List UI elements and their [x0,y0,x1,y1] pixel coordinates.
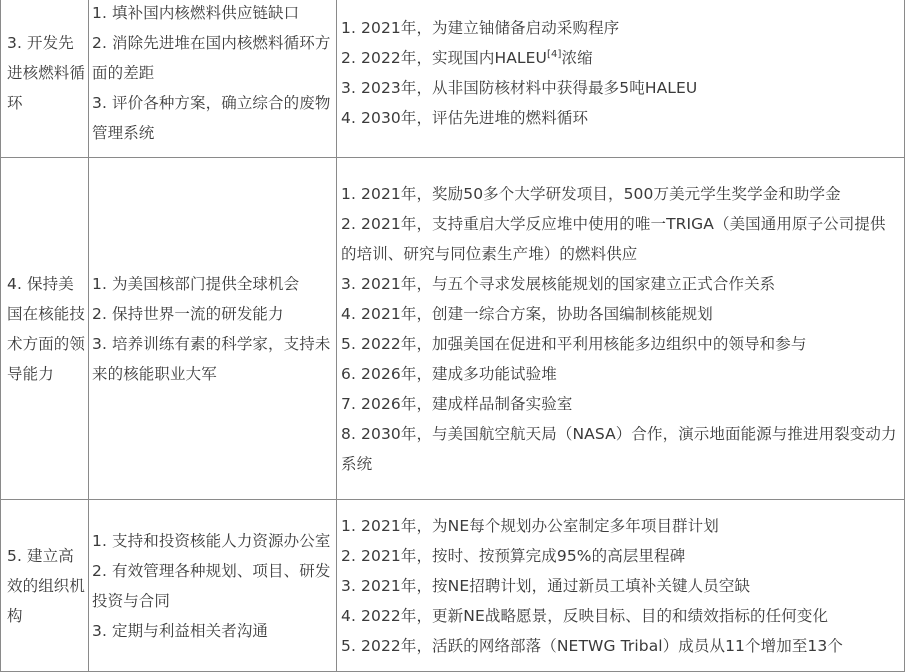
area-cell [1,0,89,158]
area-label: 4. 保持美国在核能技术方面的领导能力 [7,274,86,383]
milestone-item: 5. 2022年，活跃的网络部落（NETWG Tribal）成员从11个增加至13个 [341,636,843,655]
milestones-cell [337,0,905,158]
milestone-item: 4. 2030年，评估先进堆的燃料循环 [341,109,589,127]
milestone-item: 5. 2022年，加强美国在促进和平利用核能多边组织中的领导和参与 [341,334,807,353]
goal-item: 3. 定期与利益相关者沟通 [92,621,269,640]
citation-reference[interactable]: [4] [547,49,562,60]
milestone-text-tail: 浓缩 [561,49,593,67]
milestones-cell [337,158,905,500]
milestone-item [341,43,900,73]
area-label: 5. 建立高效的组织机构 [7,546,86,625]
milestone-item: 8. 2030年，与美国航空航天局（NASA）合作，演示地面能源与推进用裂变动力系统 [341,424,897,473]
milestone-item: 1. 2021年，为建立铀储备启动采购程序 [341,19,620,37]
milestone-item: 7. 2026年，建成样品制备实验室 [341,394,573,413]
area-cell [1,500,89,672]
goal-item: 1. 填补国内核燃料供应链缺口 [92,4,300,22]
goals-cell [89,158,337,500]
milestone-item: 2. 2021年，支持重启大学反应堆中使用的唯一TRIGA（美国通用原子公司提供的培训、研究与同位素生产堆）的燃料供应 [341,214,886,263]
milestones-cell [337,500,905,672]
goals-cell [89,0,337,158]
milestone-item: 2. 2021年，按时、按预算完成95%的高层里程碑 [341,546,686,565]
goal-item: 1. 为美国核部门提供全球机会 [92,274,300,293]
milestone-item: 3. 2023年，从非国防核材料中获得最多5吨HALEU [341,79,698,97]
table-row [1,500,905,672]
milestone-item: 3. 2021年，按NE招聘计划，通过新员工填补关键人员空缺 [341,576,751,595]
goal-item: 2. 有效管理各种规划、项目、研发投资与合同 [92,561,331,610]
table-row [1,0,905,158]
goals-cell [89,500,337,672]
milestone-item: 6. 2026年，建成多功能试验堆 [341,364,557,383]
area-cell [1,158,89,500]
goal-item: 2. 保持世界一流的研发能力 [92,304,284,323]
milestone-item: 3. 2021年，与五个寻求发展核能规划的国家建立正式合作关系 [341,274,776,293]
milestone-text: 2. 2022年，实现国内HALEU [341,49,547,67]
goal-item: 3. 评价各种方案，确立综合的废物管理系统 [92,94,331,142]
goal-item: 1. 支持和投资核能人力资源办公室 [92,531,331,550]
milestone-item: 1. 2021年，奖励50多个大学研发项目，500万美元学生奖学金和助学金 [341,184,841,203]
area-label: 3. 开发先进核燃料循环 [7,34,86,112]
milestone-item: 4. 2021年，创建一综合方案，协助各国编制核能规划 [341,304,713,323]
milestone-item: 4. 2022年，更新NE战略愿景，反映目标、目的和绩效指标的任何变化 [341,606,829,625]
goal-item: 2. 消除先进堆在国内核燃料循环方面的差距 [92,34,331,82]
table-row [1,158,905,500]
goal-item: 3. 培养训练有素的科学家，支持未来的核能职业大军 [92,334,331,383]
milestone-item: 1. 2021年，为NE每个规划办公室制定多年项目群计划 [341,516,719,535]
